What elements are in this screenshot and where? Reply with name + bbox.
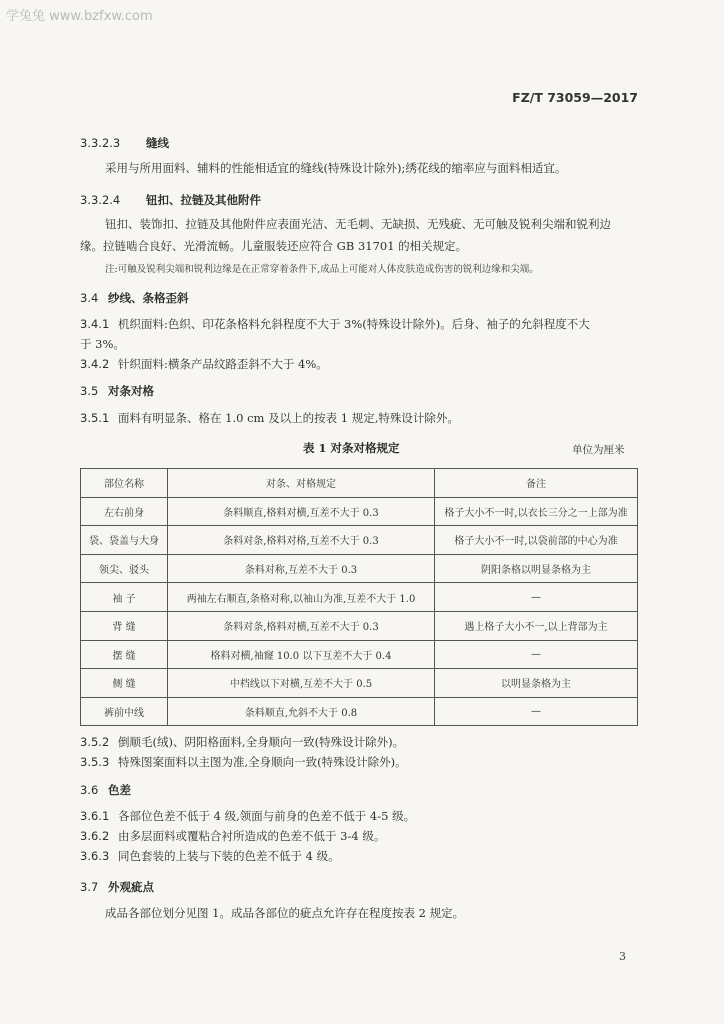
page-number: 3 xyxy=(619,950,626,963)
table-cell: 袋、袋盖与大身 xyxy=(81,526,168,555)
table-cell: 条料对称,互差不大于 0.3 xyxy=(168,554,435,583)
paragraph: 采用与所用面料、辅料的性能相适宜的缝线(特殊设计除外);绣花线的缩率应与面料相适宜。 xyxy=(105,161,567,175)
table-row xyxy=(81,669,638,698)
clause-number: 3.6.1 xyxy=(80,809,110,823)
clause-number: 3.4.1 xyxy=(80,317,110,331)
clause-number: 3.6.3 xyxy=(80,849,110,863)
table-cell: 遇上格子大小不一,以上背部为主 xyxy=(435,611,638,640)
clause-text: 由多层面料或覆粘合衬所造成的色差不低于 3-4 级。 xyxy=(118,829,386,843)
table-cell: 条料对条,格料对横,互差不大于 0.3 xyxy=(168,611,435,640)
section-number: 3.7 xyxy=(80,880,99,894)
table-cell: 袖 子 xyxy=(81,583,168,612)
clause-number: 3.4.2 xyxy=(80,357,110,371)
table-cell: 摆 缝 xyxy=(81,640,168,669)
table-unit: 单位为厘米 xyxy=(572,444,625,456)
table-cell: 两袖左右顺直,条格对称,以袖山为准,互差不大于 1.0 xyxy=(168,583,435,612)
table-row xyxy=(81,697,638,726)
table-cell: 阴阳条格以明显条格为主 xyxy=(435,554,638,583)
table-cell: 格料对横,袖窿 10.0 以下互差不大于 0.4 xyxy=(168,640,435,669)
section-3-6-heading xyxy=(80,782,131,798)
table-row xyxy=(81,526,638,555)
table-cell: 条料对条,格料对格,互差不大于 0.3 xyxy=(168,526,435,555)
column-header: 对条、对格规定 xyxy=(168,469,435,498)
column-header: 部位名称 xyxy=(81,469,168,498)
table-cell: 领尖、驳头 xyxy=(81,554,168,583)
section-number: 3.5 xyxy=(80,384,99,398)
table-row xyxy=(81,497,638,526)
table-cell: 格子大小不一时,以袋前部的中心为准 xyxy=(435,526,638,555)
table-cell: — xyxy=(435,697,638,726)
standard-number: FZ/T 73059—2017 xyxy=(512,90,638,105)
column-header: 备注 xyxy=(435,469,638,498)
table-cell: 侧 缝 xyxy=(81,669,168,698)
table-row xyxy=(81,554,638,583)
alignment-spec-table xyxy=(80,468,638,726)
section-title: 外观疵点 xyxy=(108,880,154,894)
clause-text: 针织面料:横条产品纹路歪斜不大于 4%。 xyxy=(118,357,328,371)
paragraph-line: 于 3%。 xyxy=(80,337,125,351)
paragraph-line xyxy=(80,354,328,375)
table-title: 表 1 对条对格规定 xyxy=(303,441,400,455)
paragraph-line: 缘。拉链啮合良好、光滑流畅。儿童服装还应符合 GB 31701 的相关规定。 xyxy=(80,239,468,253)
table-header-row xyxy=(81,469,638,498)
clause-number: 3.5.1 xyxy=(80,411,110,425)
clause-text: 特殊图案面料以主图为准,全身顺向一致(特殊设计除外)。 xyxy=(118,755,407,769)
clause-text: 各部位色差不低于 4 级,领面与前身的色差不低于 4-5 级。 xyxy=(118,809,416,823)
section-title: 缝线 xyxy=(146,136,169,150)
clause-text: 倒顺毛(绒)、阴阳格面料,全身顺向一致(特殊设计除外)。 xyxy=(118,735,405,749)
note: 注:可触及锐利尖端和锐利边缘是在正常穿着条件下,成品上可能对人体皮肤造成伤害的锐利边缘和尖端。 xyxy=(105,264,539,275)
clause-number: 3.5.3 xyxy=(80,755,110,769)
section-number: 3.4 xyxy=(80,291,99,305)
section-title: 色差 xyxy=(108,783,131,797)
section-title: 对条对格 xyxy=(108,384,154,398)
section-number: 3.3.2.3 xyxy=(80,136,121,150)
table-cell: 条料顺直,格料对横,互差不大于 0.3 xyxy=(168,497,435,526)
paragraph-line xyxy=(80,806,415,827)
table-cell: — xyxy=(435,583,638,612)
table-row xyxy=(81,640,638,669)
section-3-7-heading xyxy=(80,879,154,895)
table-row xyxy=(81,611,638,640)
table-cell: 背 缝 xyxy=(81,611,168,640)
paragraph-line xyxy=(80,732,404,753)
clause-text: 面料有明显条、格在 1.0 cm 及以上的按表 1 规定,特殊设计除外。 xyxy=(118,411,459,425)
paragraph-line: 钮扣、装饰扣、拉链及其他附件应表面光洁、无毛刺、无缺损、无残疵、无可触及锐利尖端和锐利边 xyxy=(105,217,611,231)
clause-text: 同色套装的上装与下装的色差不低于 4 级。 xyxy=(118,849,340,863)
table-cell: 中档线以下对横,互差不大于 0.5 xyxy=(168,669,435,698)
table-row xyxy=(81,583,638,612)
table-cell: 以明显条格为主 xyxy=(435,669,638,698)
table-cell: 左右前身 xyxy=(81,497,168,526)
section-3-3-2-4-heading xyxy=(80,192,261,208)
section-title: 纱线、条格歪斜 xyxy=(108,291,189,305)
paragraph-line xyxy=(80,408,459,429)
section-number: 3.6 xyxy=(80,783,99,797)
paragraph-line xyxy=(80,826,385,847)
clause-number: 3.6.2 xyxy=(80,829,110,843)
table-cell: — xyxy=(435,640,638,669)
section-3-4-heading xyxy=(80,290,189,306)
paragraph-line xyxy=(80,314,590,335)
table-cell: 格子大小不一时,以衣长三分之一上部为准 xyxy=(435,497,638,526)
paragraph-line xyxy=(80,752,407,773)
clause-number: 3.5.2 xyxy=(80,735,110,749)
table-cell: 条料顺直,允斜不大于 0.8 xyxy=(168,697,435,726)
section-number: 3.3.2.4 xyxy=(80,193,121,207)
site-watermark: 学兔兔 www.bzfxw.com xyxy=(6,9,153,24)
section-3-3-2-3-heading xyxy=(80,135,169,151)
paragraph-line xyxy=(80,846,340,867)
section-3-5-heading xyxy=(80,383,154,399)
section-title: 钮扣、拉链及其他附件 xyxy=(146,193,261,207)
clause-text: 机织面料:色织、印花条格料允斜程度不大于 3%(特殊设计除外)。后身、袖子的允斜程度不大 xyxy=(118,317,590,331)
table-cell: 裤前中线 xyxy=(81,697,168,726)
paragraph: 成品各部位划分见图 1。成品各部位的疵点允许存在程度按表 2 规定。 xyxy=(105,906,465,920)
